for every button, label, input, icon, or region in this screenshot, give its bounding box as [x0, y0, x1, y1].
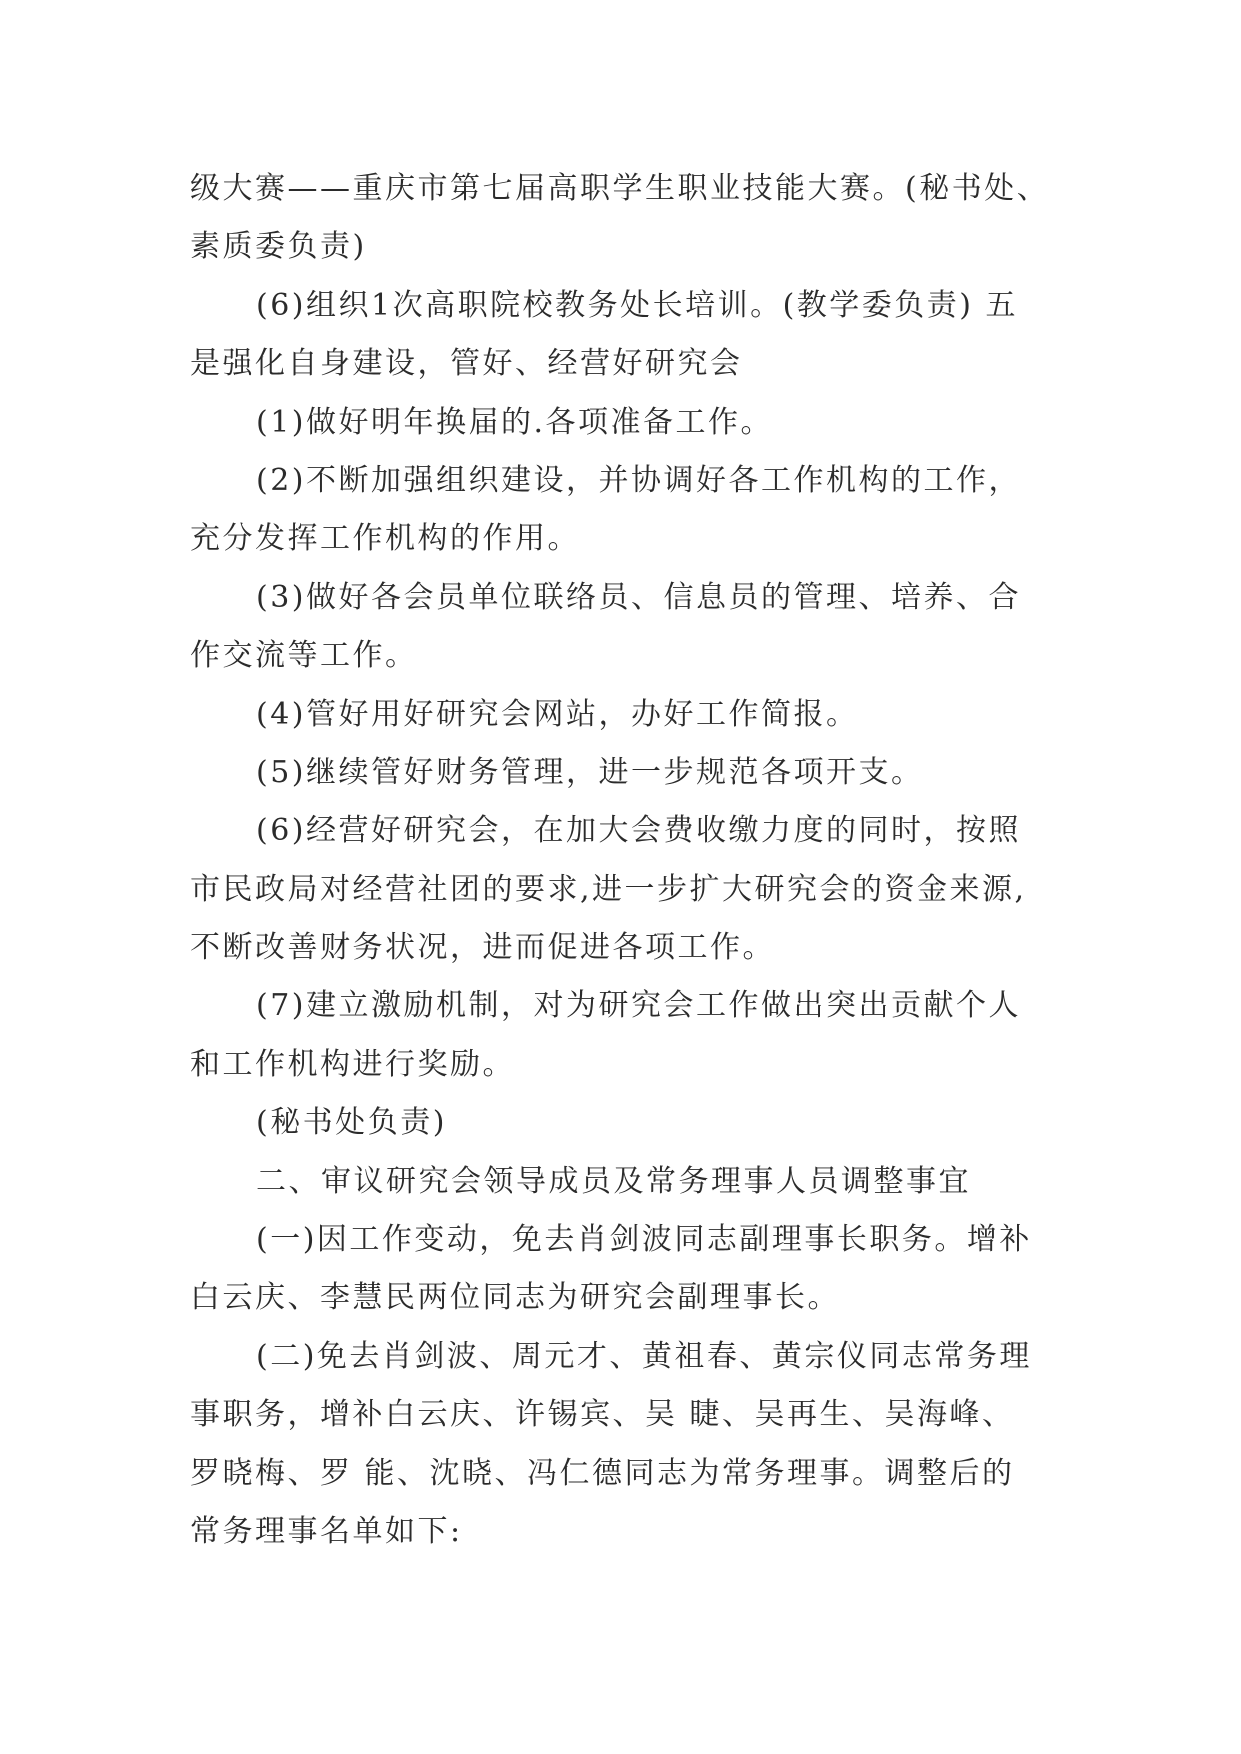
section-heading: 二、审议研究会领导成员及常务理事人员调整事宜 [256, 1163, 971, 1199]
text-line: (二)免去肖剑波、周元才、黄祖春、黄宗仪同志常务理 [256, 1338, 1032, 1374]
text-line: (1)做好明年换届的.各项准备工作。 [256, 404, 774, 440]
document-body [190, 160, 1060, 1561]
text-line: 素质委负责) [190, 229, 367, 265]
text-line: (4)管好用好研究会网站，办好工作简报。 [256, 696, 859, 732]
text-line: 不断改善财务状况，进而促进各项工作。 [190, 930, 775, 966]
text-line: (6)经营好研究会，在加大会费收缴力度的同时，按照 [256, 813, 1021, 849]
text-line: 充分发挥工作机构的作用。 [190, 521, 580, 557]
text-line: (6)组织1次高职院校教务处长培训。(教学委负责) 五 [256, 287, 1019, 323]
text-line: 是强化自身建设，管好、经营好研究会 [190, 346, 743, 382]
text-line: 市民政局对经营社团的要求,进一步扩大研究会的资金来源, [190, 871, 1027, 907]
text-line: 级大赛——重庆市第七届高职学生职业技能大赛。(秘书处、 [190, 171, 1050, 206]
text-line: 作交流等工作。 [190, 638, 418, 674]
text-line: 白云庆、李慧民两位同志为研究会副理事长。 [190, 1280, 840, 1316]
text-line: (5)继续管好财务管理，进一步规范各项开支。 [256, 754, 924, 790]
text-line: 罗晓梅、罗 能、沈晓、冯仁德同志为常务理事。调整后的 [190, 1455, 1015, 1491]
text-line: (秘书处负责) [256, 1105, 447, 1141]
text-line: (2)不断加强组织建设，并协调好各工作机构的工作， [256, 462, 1021, 498]
text-line: 和工作机构进行奖励。 [190, 1046, 515, 1082]
text-line: 事职务，增补白云庆、许锡宾、吴 睫、吴再生、吴海峰、 [190, 1397, 1015, 1433]
text-line: 常务理事名单如下: [190, 1513, 463, 1549]
text-line: (一)因工作变动，免去肖剑波同志副理事长职务。增补 [256, 1222, 1032, 1258]
text-line: (7)建立激励机制，对为研究会工作做出突出贡献个人 [256, 988, 1021, 1024]
text-line: (3)做好各会员单位联络员、信息员的管理、培养、合 [256, 579, 1021, 615]
